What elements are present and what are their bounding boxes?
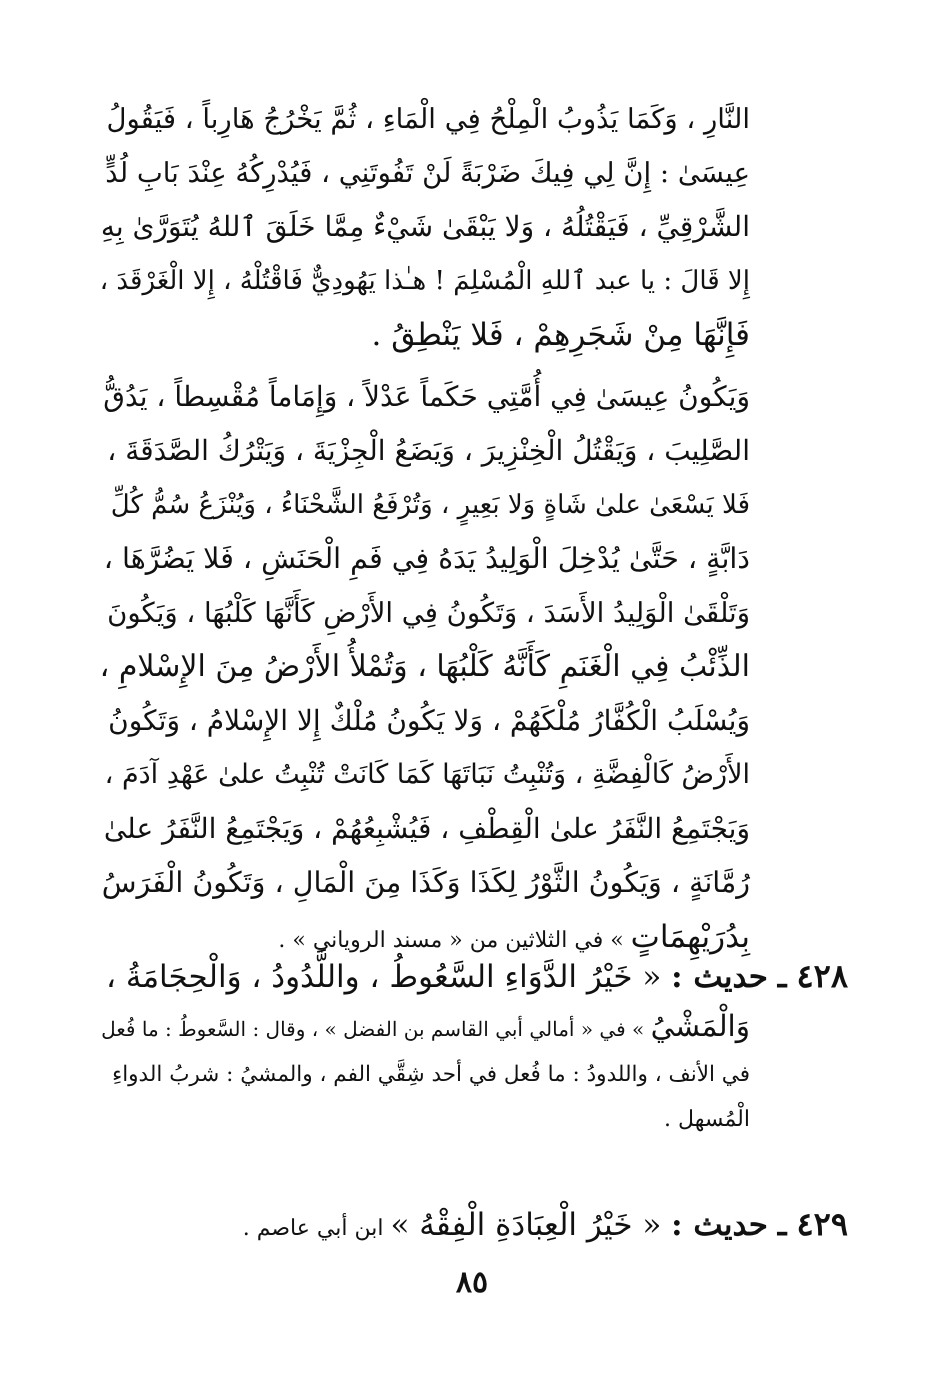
entry-commentary-line — [100, 1004, 750, 1052]
entry-commentary-line: في الأنف ، واللدودُ : ما فُعل في أحد شِقَّي الفم ، والمشيُ : شربُ الدواءِ — [112, 1062, 750, 1087]
text-fragment: بِدُرَيْهِمَاتٍ — [630, 919, 750, 955]
text-line: الذِّئْبُ فِي الْغَنَمِ كَأَنَّهُ كَلْبُهَا ، وَتُمْلأُ الأَرْضُ مِنَ الإِسْلامِ ، — [99, 649, 750, 684]
paragraph-1 — [100, 92, 750, 362]
text-line: فَلا يَسْعَىٰ علىٰ شَاةٍ وَلا بَعِيرٍ ، وَتُرْفَعُ الشَّحْنَاءُ ، وَيُنْزَعُ سُمُّ كُلِّ — [110, 490, 750, 520]
entry-number: ٤٢٩ — [796, 1205, 848, 1243]
page-number: ٨٥ — [455, 1265, 489, 1300]
text-line: فَإِنَّهَا مِنْ شَجَرِهِمْ ، فَلا يَنْطِقُ . — [371, 317, 750, 353]
entry-heading — [100, 1198, 848, 1255]
entry-label: حديث : — [671, 1207, 768, 1243]
entry-label: حديث : — [671, 959, 768, 995]
text-line: وَيُسْلَبُ الْكُفَّارُ مُلْكَهُمْ ، وَلا يَكُونُ مُلْكٌ إِلا الإِسْلامُ ، وَتَكُونُ — [108, 704, 750, 737]
hadith-text: « خَيْرُ الدَّوَاءِ السَّعُوطُ ، واللَّدُودُ ، وَالْحِجَامَةُ ، — [105, 959, 672, 995]
entry-number: ٤٢٨ — [796, 957, 848, 995]
source-citation: » في « أمالي أبي القاسم بن الفضل » ، وقال : السَّعوطُ : ما فُعل — [101, 1017, 651, 1041]
source-citation: » في الثلاثين من « مسند الروياني » . — [278, 928, 631, 953]
text-line: إِلا قَالَ : يا عبد ٱللهِ الْمُسْلِمَ ! هـٰذا يَهُودِيٌّ فَاقْتُلْهُ ، إِلا الْغَرْقَدَ ، — [99, 266, 750, 296]
text-line: عِيسَىٰ : إِنَّ لِي فِيكَ ضَرْبَةً لَنْ تَفُوتَنِي ، فَيُدْرِكُهُ عِنْدَ بَابِ لُدٍّ — [105, 157, 750, 189]
text-line: وَتَلْقَىٰ الْوَلِيدُ الأَسَدَ ، وَتَكُونُ فِي الأَرْضِ كَأَنَّهَا كَلْبُهَا ، وَيَكُونَ — [107, 597, 750, 629]
entry-dash: ـ — [777, 960, 787, 995]
text-line: الأَرْضُ كَالْفِضَّةِ ، وَتُنْبِتُ نَبَاتَهَا كَمَا كَانَتْ تُنْبِتُ علىٰ عَهْدِ آدَمَ ، — [104, 759, 750, 790]
entry-heading — [100, 950, 848, 1004]
entry-dash: ـ — [777, 1208, 787, 1243]
source-citation: ابن أبي عاصم . — [242, 1216, 391, 1241]
text-line: رُمَّانَةٍ ، وَيَكُونُ الثَّوْرُ لِكَذَا وَكَذَا مِنَ الْمَالِ ، وَتَكُونُ الْفَرَسُ — [101, 866, 750, 899]
text-line: الصَّلِيبَ ، وَيَقْتُلُ الْخِنْزِيرَ ، وَيَضَعُ الْجِزْيَةَ ، وَيَتْرُكُ الصَّدَقَةَ ، — [107, 434, 750, 467]
text-line: الشَّرْقِيِّ ، فَيَقْتُلُهُ ، وَلا يَبْقَىٰ شَيْءٌ مِمَّا خَلَقَ ٱللهُ يُتَوَرَّىٰ بِهِ — [100, 210, 750, 243]
text-line: دَابَّةٍ ، حَتَّىٰ يُدْخِلَ الْوَلِيدُ يَدَهُ فِي فَمِ الْحَنَشِ ، فَلا يَضُرَّهَا ، — [103, 542, 750, 575]
text-line: وَيَكُونُ عِيسَىٰ فِي أُمَّتِي حَكَماً عَدْلاً ، وَإِمَاماً مُقْسِطاً ، يَدُقُّ — [103, 380, 750, 413]
paragraph-2 — [100, 370, 750, 968]
hadith-text-continued: وَالْمَشْيُ — [650, 1009, 750, 1043]
text-line: النَّارِ ، وَكَمَا يَذُوبُ الْمِلْحُ فِي الْمَاءِ ، ثُمَّ يَخْرُجُ هَارِباً ، فَيَقُولُ — [106, 103, 750, 135]
entry-commentary-line: الْمُسهل . — [664, 1107, 750, 1132]
hadith-entry-428 — [100, 950, 848, 1142]
text-line: وَيَجْتَمِعُ النَّفَرُ علىٰ الْقِطْفِ ، فَيُشْبِعُهُمْ ، وَيَجْتَمِعُ النَّفَرُ علىٰ — [103, 812, 750, 845]
hadith-text: « خَيْرُ الْعِبَادَةِ الْفِقْهُ » — [390, 1207, 672, 1243]
hadith-entry-429 — [100, 1198, 848, 1255]
